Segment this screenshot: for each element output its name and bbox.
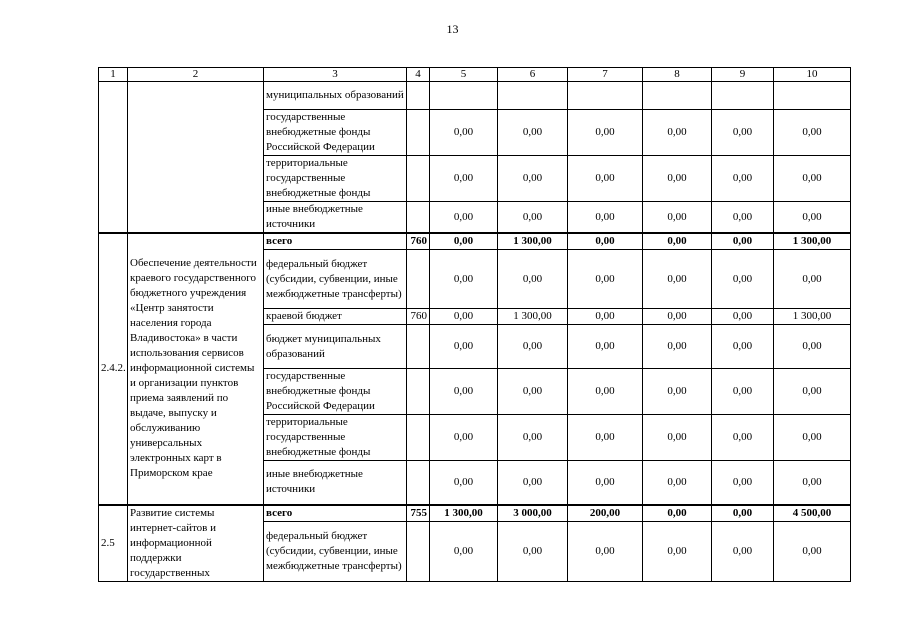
amount-cell: 0,00 [568,369,643,415]
amount-cell: 0,00 [643,325,712,369]
column-header: 10 [774,68,851,82]
amount-cell: 0,00 [774,325,851,369]
amount-cell: 0,00 [774,250,851,309]
budget-code [407,250,430,309]
amount-cell: 0,00 [774,202,851,234]
budget-code [407,415,430,461]
budget-code [407,110,430,156]
column-header: 7 [568,68,643,82]
amount-cell [568,82,643,110]
amount-cell: 0,00 [430,369,498,415]
amount-cell [498,82,568,110]
amount-cell [774,82,851,110]
amount-cell: 0,00 [568,521,643,581]
amount-cell: 0,00 [430,309,498,325]
amount-cell: 0,00 [430,461,498,505]
amount-cell: 0,00 [568,233,643,250]
item-code: 2.4.2. [99,233,128,505]
amount-cell: 0,00 [712,369,774,415]
amount-cell: 0,00 [430,325,498,369]
budget-code: 760 [407,233,430,250]
budget-code [407,461,430,505]
item-name [128,82,264,234]
amount-cell: 4 500,00 [774,505,851,522]
amount-cell: 0,00 [774,415,851,461]
amount-cell: 0,00 [430,250,498,309]
amount-cell: 0,00 [430,415,498,461]
amount-cell: 0,00 [498,461,568,505]
amount-cell: 0,00 [568,461,643,505]
amount-cell: 0,00 [643,233,712,250]
budget-code [407,521,430,581]
funding-source: государственные внебюджетные фонды Российской Федерации [264,369,407,415]
amount-cell: 0,00 [774,521,851,581]
amount-cell: 0,00 [430,202,498,234]
amount-cell: 0,00 [712,309,774,325]
column-header: 5 [430,68,498,82]
amount-cell: 1 300,00 [430,505,498,522]
funding-source: территориальные государственные внебюджетные фонды [264,156,407,202]
amount-cell: 0,00 [712,325,774,369]
amount-cell: 1 300,00 [774,309,851,325]
amount-cell: 0,00 [712,233,774,250]
amount-cell: 3 000,00 [498,505,568,522]
funding-source: федеральный бюджет (субсидии, субвенции, иные межбюджетные трансферты) [264,521,407,581]
amount-cell: 0,00 [643,156,712,202]
amount-cell: 0,00 [643,521,712,581]
column-header: 4 [407,68,430,82]
table-body [99,68,851,582]
amount-cell: 0,00 [712,521,774,581]
amount-cell: 0,00 [643,110,712,156]
amount-cell: 0,00 [712,202,774,234]
amount-cell: 0,00 [712,110,774,156]
amount-cell: 0,00 [643,309,712,325]
amount-cell: 0,00 [712,156,774,202]
funding-source: краевой бюджет [264,309,407,325]
funding-source: всего [264,233,407,250]
amount-cell: 0,00 [774,156,851,202]
item-name: Развитие системы интернет-сайтов и информационной поддержки государственных [128,505,264,582]
item-code [99,82,128,234]
table-row [99,82,851,110]
funding-source: иные внебюджетные источники [264,461,407,505]
funding-source: иные внебюджетные источники [264,202,407,234]
amount-cell: 0,00 [568,325,643,369]
amount-cell: 0,00 [568,309,643,325]
amount-cell: 0,00 [498,369,568,415]
funding-source: муниципальных образований [264,82,407,110]
amount-cell: 0,00 [643,461,712,505]
amount-cell: 0,00 [498,325,568,369]
amount-cell: 0,00 [430,521,498,581]
column-header: 1 [99,68,128,82]
amount-cell: 0,00 [498,156,568,202]
amount-cell [430,82,498,110]
amount-cell: 0,00 [643,202,712,234]
column-header: 2 [128,68,264,82]
budget-code [407,369,430,415]
amount-cell: 200,00 [568,505,643,522]
amount-cell: 0,00 [498,415,568,461]
column-header: 6 [498,68,568,82]
budget-code [407,325,430,369]
amount-cell: 0,00 [712,250,774,309]
column-header: 8 [643,68,712,82]
amount-cell: 0,00 [498,521,568,581]
funding-source: бюджет муниципальных образований [264,325,407,369]
amount-cell: 1 300,00 [498,309,568,325]
amount-cell: 0,00 [643,369,712,415]
amount-cell: 0,00 [568,110,643,156]
amount-cell: 0,00 [498,250,568,309]
amount-cell: 0,00 [774,110,851,156]
amount-cell: 1 300,00 [774,233,851,250]
budget-code [407,202,430,234]
amount-cell: 0,00 [774,461,851,505]
amount-cell: 0,00 [712,505,774,522]
amount-cell: 0,00 [568,415,643,461]
budget-table [98,67,851,582]
amount-cell: 0,00 [643,505,712,522]
amount-cell: 0,00 [712,415,774,461]
funding-source: всего [264,505,407,522]
amount-cell [643,82,712,110]
amount-cell: 0,00 [568,156,643,202]
table-row [99,505,851,522]
column-header: 9 [712,68,774,82]
amount-cell: 0,00 [430,233,498,250]
amount-cell: 0,00 [498,202,568,234]
budget-code: 755 [407,505,430,522]
column-header: 3 [264,68,407,82]
page-number: 13 [446,22,459,36]
amount-cell: 0,00 [712,461,774,505]
funding-source: государственные внебюджетные фонды Российской Федерации [264,110,407,156]
header-row [99,68,851,82]
amount-cell: 0,00 [568,250,643,309]
item-name: Обеспечение деятельности краевого государственного бюджетного учреждения «Центр занятости населения города Владивостока» в части использования сервисов информационной системы и организации пунктов приема заявлений по выдаче, выпуску и обслуживанию универсальных электронных карт в Приморском крае [128,233,264,505]
item-code: 2.5 [99,505,128,582]
amount-cell: 0,00 [498,110,568,156]
amount-cell: 0,00 [430,110,498,156]
amount-cell: 0,00 [568,202,643,234]
budget-code: 760 [407,309,430,325]
funding-source: территориальные государственные внебюджетные фонды [264,415,407,461]
budget-code [407,156,430,202]
amount-cell: 0,00 [643,250,712,309]
funding-source: федеральный бюджет (субсидии, субвенции, иные межбюджетные трансферты) [264,250,407,309]
amount-cell [712,82,774,110]
table-row [99,233,851,250]
amount-cell: 0,00 [774,369,851,415]
amount-cell: 1 300,00 [498,233,568,250]
amount-cell: 0,00 [430,156,498,202]
budget-code [407,82,430,110]
amount-cell: 0,00 [643,415,712,461]
